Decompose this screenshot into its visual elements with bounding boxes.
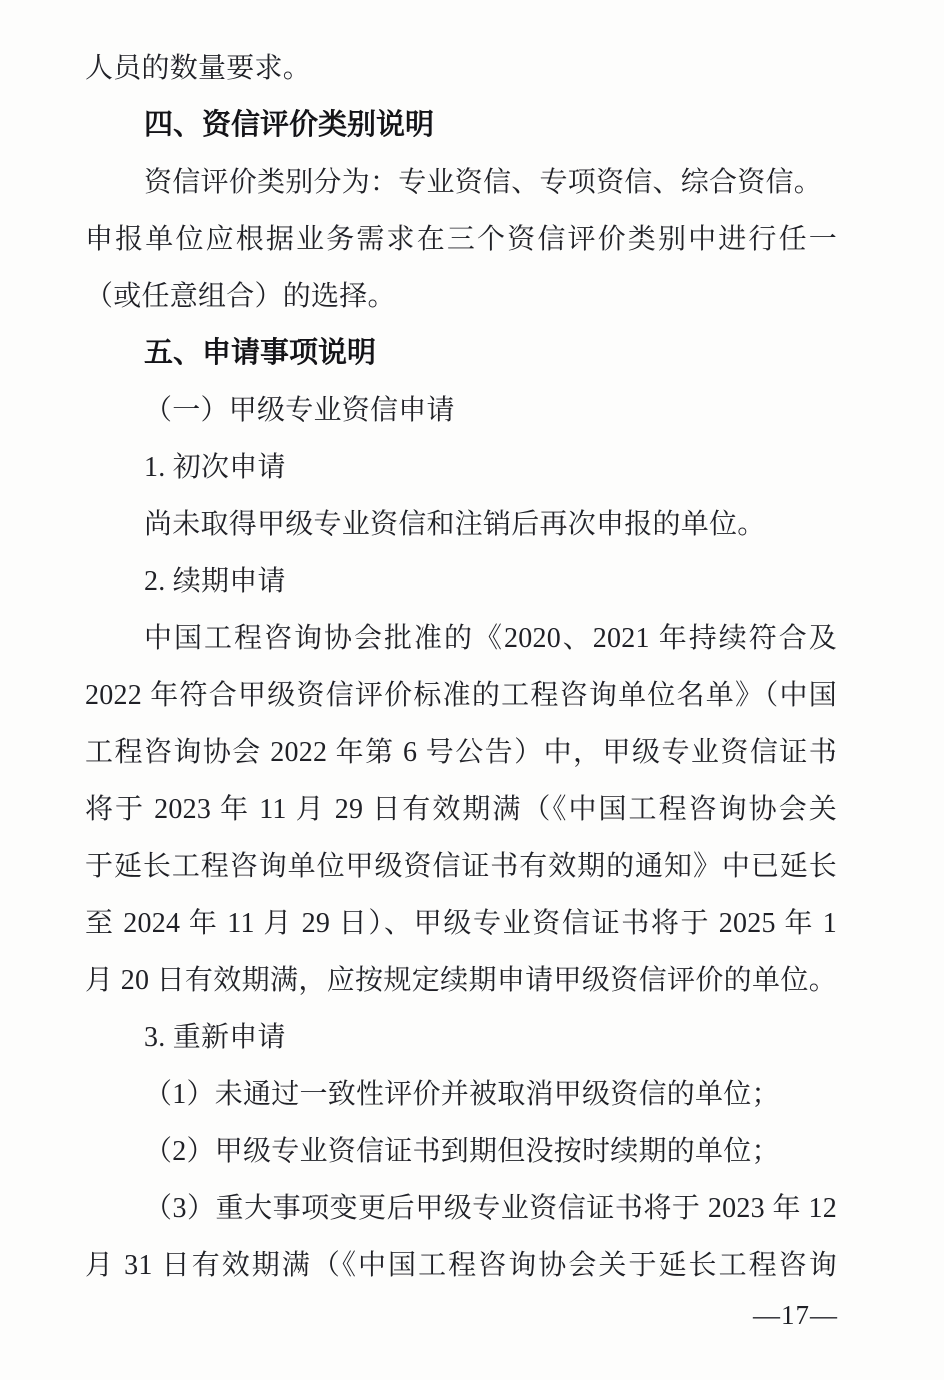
body-line: 2022 年符合甲级资信评价标准的工程咨询单位名单》（中国 bbox=[85, 680, 837, 711]
body-line: 将于 2023 年 11 月 29 日有效期满（《中国工程咨询协会关 bbox=[85, 794, 837, 825]
body-line: 尚未取得甲级专业资信和注销后再次申报的单位。 bbox=[144, 509, 766, 540]
body-line: 月 31 日有效期满（《中国工程咨询协会关于延长工程咨询 bbox=[85, 1250, 837, 1281]
body-line: （2）甲级专业资信证书到期但没按时续期的单位； bbox=[144, 1136, 780, 1167]
page-number: —17— bbox=[753, 1300, 838, 1330]
body-line: 中国工程咨询协会批准的《2020、2021 年持续符合及 bbox=[144, 623, 837, 654]
body-line: 申报单位应根据业务需求在三个资信评价类别中进行任一 bbox=[85, 224, 837, 255]
body-line: 工程咨询协会 2022 年第 6 号公告）中，甲级专业资信证书 bbox=[85, 737, 837, 768]
body-line: 至 2024 年 11 月 29 日）、甲级专业资信证书将于 2025 年 1 bbox=[85, 908, 837, 939]
body-line: （3）重大事项变更后甲级专业资信证书将于 2023 年 12 bbox=[144, 1193, 837, 1224]
section-heading-4: 四、资信评价类别说明 bbox=[144, 109, 435, 141]
body-line: 资信评价类别分为：专业资信、专项资信、综合资信。 bbox=[144, 167, 823, 198]
subsection-heading: （一）甲级专业资信申请 bbox=[144, 395, 455, 426]
document-content bbox=[85, 40, 837, 1294]
item-heading: 2. 续期申请 bbox=[144, 566, 286, 597]
body-line: （或任意组合）的选择。 bbox=[85, 281, 396, 312]
body-line: 于延长工程咨询单位甲级资信证书有效期的通知》中已延长 bbox=[85, 851, 837, 882]
item-heading: 3. 重新申请 bbox=[144, 1022, 286, 1053]
body-line: 人员的数量要求。 bbox=[85, 53, 312, 84]
body-line: 月 20 日有效期满，应按规定续期申请甲级资信评价的单位。 bbox=[85, 965, 837, 996]
item-heading: 1. 初次申请 bbox=[144, 452, 286, 483]
body-line: （1）未通过一致性评价并被取消甲级资信的单位； bbox=[144, 1079, 780, 1110]
section-heading-5: 五、申请事项说明 bbox=[144, 337, 377, 369]
